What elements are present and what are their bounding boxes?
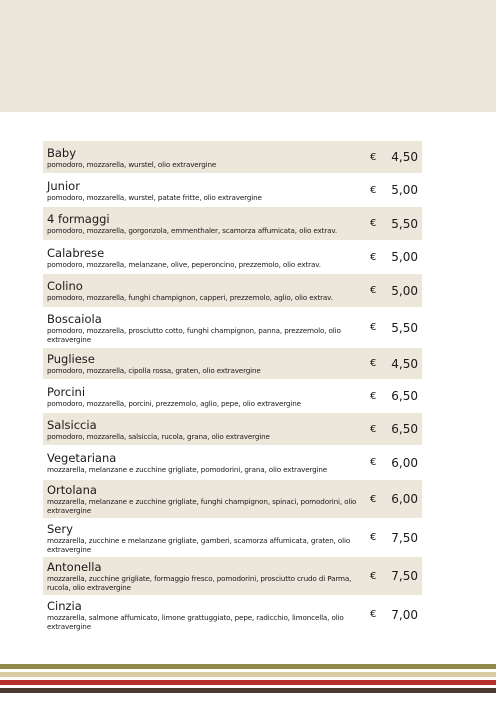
currency-symbol: € — [370, 390, 377, 402]
menu-item — [43, 348, 422, 379]
menu-item — [43, 413, 422, 445]
menu-item — [43, 557, 422, 595]
menu-item — [43, 173, 422, 207]
item-name: Salsiccia — [47, 417, 97, 432]
item-price: 6,50 — [391, 389, 418, 403]
item-price: 5,50 — [391, 216, 418, 231]
item-price: 6,00 — [391, 492, 418, 506]
item-name: 4 formaggi — [47, 212, 110, 226]
menu-item — [43, 240, 422, 274]
menu-item — [43, 480, 422, 518]
menu-item — [43, 307, 422, 348]
item-name: Baby — [47, 145, 77, 160]
currency-symbol: € — [370, 532, 377, 543]
item-name: Porcini — [47, 384, 86, 399]
menu-item — [43, 141, 422, 173]
currency-symbol: € — [370, 285, 377, 296]
currency-symbol: € — [370, 358, 377, 369]
item-description: pomodoro, mozzarella, wurstel, olio extravergine — [47, 159, 217, 169]
item-description: pomodoro, mozzarella, cipolla rossa, graten, olio extravergine — [47, 366, 261, 375]
item-price: 7,50 — [391, 569, 418, 583]
item-name: Boscaiola — [47, 311, 102, 326]
currency-symbol: € — [370, 423, 377, 435]
item-price: 7,00 — [391, 607, 418, 622]
item-name: Pugliese — [47, 352, 95, 366]
currency-symbol: € — [370, 218, 377, 229]
menu-item — [43, 445, 422, 480]
item-price: 6,00 — [391, 455, 418, 470]
menu-item — [43, 274, 422, 307]
item-price: 5,50 — [391, 320, 418, 335]
item-name: Calabrese — [47, 245, 105, 260]
item-name: Vegetariana — [47, 451, 117, 465]
item-name: Ortolana — [47, 483, 97, 497]
currency-symbol: € — [370, 151, 377, 163]
item-price: 6,50 — [391, 422, 418, 436]
item-description: pomodoro, mozzarella, funghi champignon, capperi, prezzemolo, aglio, olio extrav. — [47, 293, 333, 302]
currency-symbol: € — [370, 570, 377, 582]
item-description: pomodoro, mozzarella, wurstel, patate fritte, olio extravergine — [47, 192, 262, 202]
item-description: pomodoro, mozzarella, melanzane, olive, peperoncino, prezzemolo, olio extrav. — [47, 259, 321, 269]
currency-symbol: € — [370, 609, 377, 620]
currency-symbol: € — [370, 251, 377, 263]
item-description: mozzarella, salmone affumicato, limone grattuggiato, pepe, radicchio, limoncella, olio extravergine — [47, 612, 344, 631]
item-description: pomodoro, mozzarella, porcini, prezzemolo, aglio, pepe, olio extravergine — [47, 398, 301, 408]
item-name: Junior — [47, 178, 80, 193]
item-description: mozzarella, melanzane e zucchine grigliate, pomodorini, grana, olio extravergine — [47, 465, 328, 474]
pizza-menu-list — [43, 141, 422, 634]
item-price: 4,50 — [391, 356, 418, 371]
currency-symbol: € — [370, 457, 377, 468]
header-band — [0, 0, 496, 112]
menu-item — [43, 518, 422, 557]
stripe-dark — [0, 688, 496, 693]
currency-symbol: € — [370, 322, 377, 333]
item-name: Sery — [47, 521, 73, 536]
item-description: pomodoro, mozzarella, salsiccia, rucola, grana, olio extravergine — [47, 431, 270, 441]
item-price: 4,50 — [391, 150, 418, 164]
currency-symbol: € — [370, 184, 377, 196]
item-price: 5,00 — [391, 183, 418, 197]
menu-item — [43, 207, 422, 240]
item-description: mozzarella, melanzane e zucchine grigliate, funghi champignon, spinaci, pomodorini, olio extravergine — [47, 497, 357, 515]
menu-item — [43, 595, 422, 634]
item-price: 5,00 — [391, 250, 418, 264]
currency-symbol: € — [370, 493, 377, 505]
item-name: Cinzia — [47, 598, 82, 613]
item-description: pomodoro, mozzarella, gorgonzola, emmenthaler, scamorza affumicata, olio extrav. — [47, 226, 338, 235]
item-description: pomodoro, mozzarella, prosciutto cotto, funghi champignon, panna, prezzemolo, olio extravergine — [47, 325, 341, 344]
menu-item — [43, 379, 422, 413]
item-name: Colino — [47, 279, 83, 293]
item-price: 5,00 — [391, 283, 418, 298]
item-price: 7,50 — [391, 530, 418, 545]
item-description: mozzarella, zucchine e melanzane grigliate, gamberi, scamorza affumicata, graten, olio extravergine — [47, 535, 351, 554]
item-name: Antonella — [47, 560, 102, 574]
item-description: mozzarella, zucchine grigliate, formaggio fresco, pomodorini, prosciutto crudo di Parma, rucola, olio extravergine — [47, 574, 352, 592]
